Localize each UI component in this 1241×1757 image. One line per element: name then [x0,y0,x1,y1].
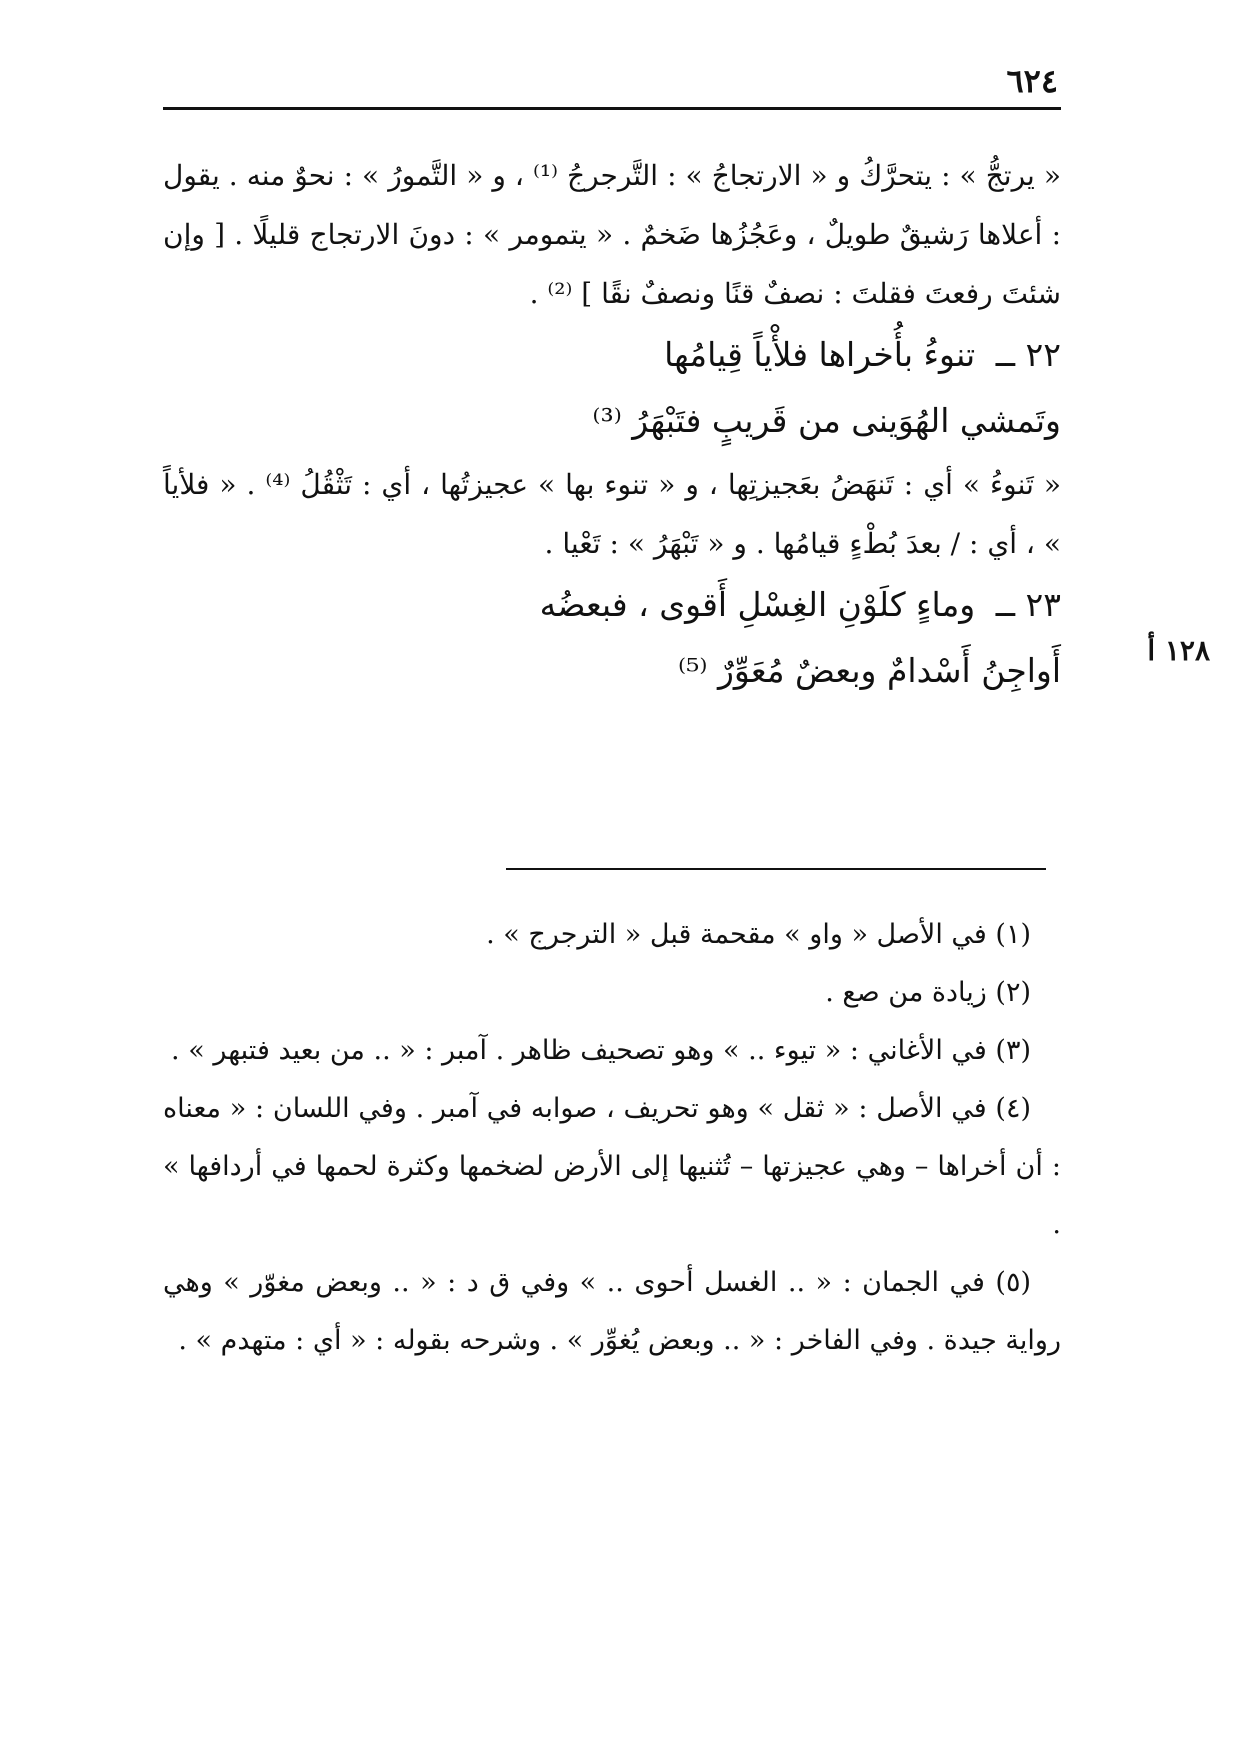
verse-23-text-a: وماءٍ كلَوْنِ الغِسْلِ أَقوى ، فبعضُه [539,585,976,624]
footnote-3: (٣) في الأغاني : « تيوء .. » وهو تصحيف ظاهر . آمبر : « .. من بعيد فتبهر » . [171,1035,1031,1066]
page-number: ٦٢٤ [1006,62,1058,100]
header-rule [163,107,1061,110]
verse-number-23: ٢٣ ــ [995,585,1061,624]
verse-23-second-hemistich: أَواجِنُ أَسْدامٌ وبعضٌ مُعَوِّرٌ ⁽⁵⁾ [678,651,1061,690]
verse-22-text-a: تنوءُ بأُخراها فلأْياً قِيامُها [664,335,976,374]
verse-22-second-hemistich: وتَمشي الهُوَينى من قَريبٍ فتَبْهَرُ ⁽³⁾ [592,401,1061,440]
footnote-2: (٢) زيادة من صع . [825,977,1031,1008]
footnote-rule [506,868,1046,870]
commentary-paragraph-2: « تَنوءُ » أي : تَنهَضُ بعَجيزتِها ، و « تنوء بها » عجيزتُها ، أي : تَثْقُلُ ⁽⁴⁾ . « فلأياً » ، أي : / بعدَ بُطْءٍ قيامُها . و « تَبْهَرُ » : تَعْيا . [163,468,1061,560]
footnotes [163,906,1061,1370]
verse-22-first-hemistich [163,323,1061,387]
margin-reference: ١٢٨ أ [1147,634,1210,667]
verse-number-22: ٢٢ ــ [995,335,1061,374]
verse-23-first-hemistich [163,573,1061,637]
footnote-5: (٥) في الجمان : « .. الغسل أحوى .. » وفي ق د : « .. وبعض مغوّر » وهي رواية جيدة . وفي الفاخر : « .. وبعض يُغوِّر » . وشرحه بقوله : « أي : متهدم » . [163,1267,1061,1356]
main-text [163,146,1061,705]
commentary-paragraph-1: « يرتجُّ » : يتحرَّكُ و « الارتجاجُ » : التَّرجرجُ ⁽¹⁾ ، و « التَّمورُ » : نحوٌ منه . يقول : أعلاها رَشيقٌ طويلٌ ، وعَجُزُها ضَخمٌ . « يتمومر » : دونَ الارتجاج قليلًا . [ وإن شئتَ رفعتَ فقلتَ : نصفٌ قنًا ونصفٌ نقًا ] ⁽²⁾ . [163,159,1061,310]
footnote-4: (٤) في الأصل : « ثقل » وهو تحريف ، صوابه في آمبر . وفي اللسان : « معناه : أن أخراها – وهي عجيزتها – تُثنيها إلى الأرض لضخمها وكثرة لحمها في أردافها » . [163,1093,1061,1240]
footnote-1: (١) في الأصل « واو » مقحمة قبل « الترجرج » . [486,919,1031,950]
